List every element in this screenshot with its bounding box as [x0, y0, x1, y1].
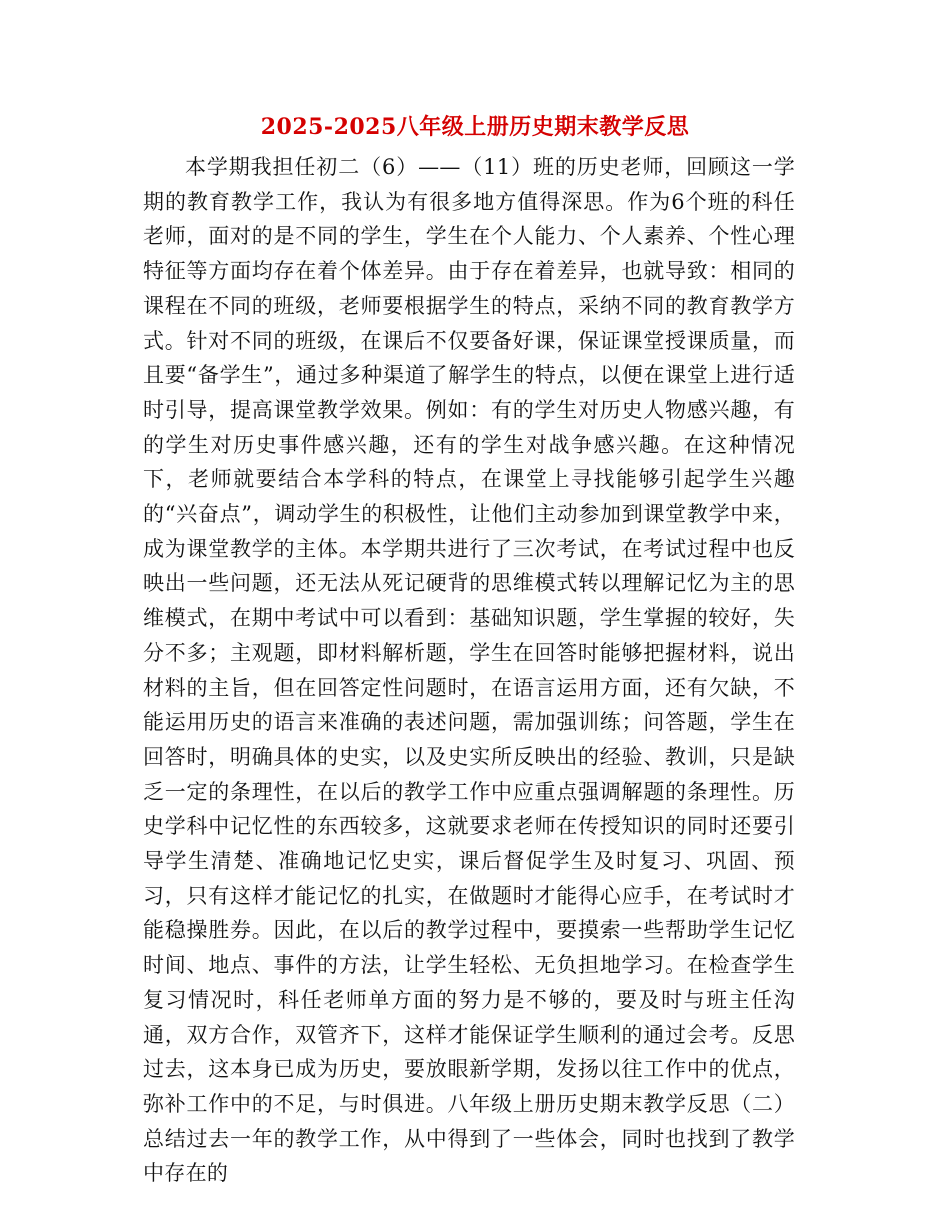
document-body-paragraph: 本学期我担任初二（6）——（11）班的历史老师，回顾这一学期的教育教学工作，我认为有很多地方值得深思。作为6个班的科任老师，面对的是不同的学生，学生在个人能力、个人素养、个性心理特征等方面均存在着个体差异。由于存在着差异，也就导致：相同的课程在不同的班级，老师要根据学生的特点，采纳不同的教育教学方式。针对不同的班级，在课后不仅要备好课，保证课堂授课质量，而且要“备学生”，通过多种渠道了解学生的特点，以便在课堂上进行适时引导，提高课堂教学效果。例如：有的学生对历史人物感兴趣，有的学生对历史事件感兴趣，还有的学生对战争感兴趣。在这种情况下，老师就要结合本学科的特点，在课堂上寻找能够引起学生兴趣的“兴奋点”，调动学生的积极性，让他们主动参加到课堂教学中来，成为课堂教学的主体。本学期共进行了三次考试，在考试过程中也反映出一些问题，还无法从死记硬背的思维模式转以理解记忆为主的思维模式，在期中考试中可以看到：基础知识题，学生掌握的较好，失分不多；主观题，即材料解析题，学生在回答时能够把握材料，说出材料的主旨，但在回答定性问题时，在语言运用方面，还有欠缺，不能运用历史的语言来准确的表述问题，需加强训练；问答题，学生在回答时，明确具体的史实，以及史实所反映出的经验、教训，只是缺乏一定的条理性，在以后的教学工作中应重点强调解题的条理性。历史学科中记忆性的东西较多，这就要求老师在传授知识的同时还要引导学生清楚、准确地记忆史实，课后督促学生及时复习、巩固、预习，只有这样才能记忆的扎实，在做题时才能得心应手，在考试时才能稳操胜券。因此，在以后的教学过程中，要摸索一些帮助学生记忆时间、地点、事件的方法，让学生轻松、无负担地学习。在检查学生复习情况时，科任老师单方面的努力是不够的，要及时与班主任沟通，双方合作，双管齐下，这样才能保证学生顺利的通过会考。反思过去，这本身已成为历史，要放眼新学期，发扬以往工作中的优点，弥补工作中的不足，与时俱进。八年级上册历史期末教学反思（二）总结过去一年的教学工作，从中得到了一些体会，同时也找到了教学中存在的: [143, 155, 795, 1186]
document-title: 2025-2025八年级上册历史期末教学反思: [260, 114, 690, 140]
